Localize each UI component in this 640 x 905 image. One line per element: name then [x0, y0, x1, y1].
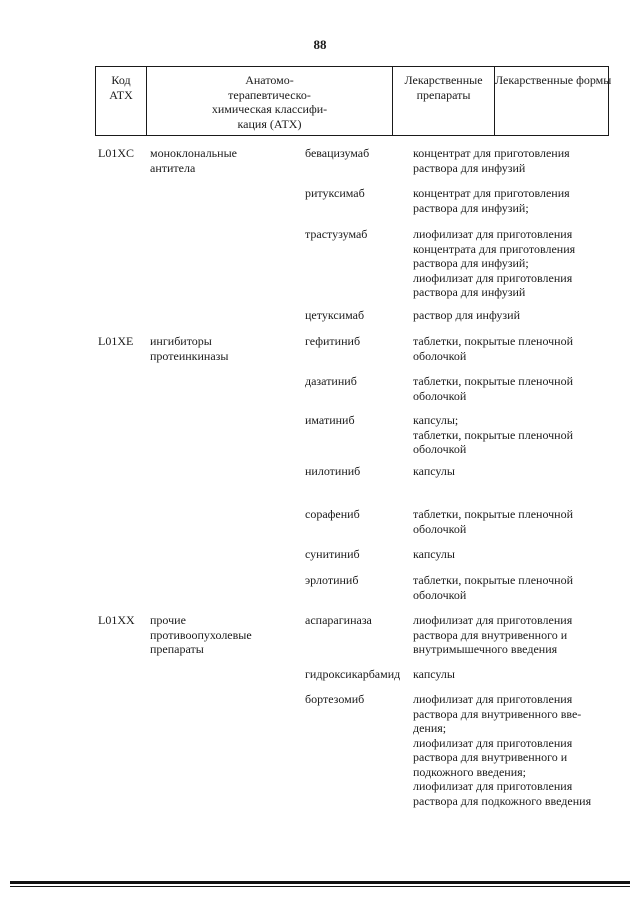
dosage-form-line: оболочкой: [413, 587, 467, 602]
drug-name: эрлотиниб: [305, 573, 359, 587]
dosage-form-line: капсулы: [413, 667, 455, 681]
dosage-form: [413, 507, 613, 536]
dosage-form: [413, 573, 613, 602]
dosage-form-line: раствора для инфузий: [413, 285, 526, 299]
header-text-line: химическая классифи-: [211, 102, 328, 116]
header-text-line: терапевтическо-: [228, 87, 311, 102]
dosage-form: [413, 227, 613, 300]
dosage-form-line: раствор для инфузий: [413, 308, 520, 322]
dosage-form: [413, 413, 613, 457]
atc-classification: [150, 146, 298, 175]
atc-classification-line: протеинкиназы: [150, 348, 229, 363]
dosage-form: [413, 692, 613, 808]
dosage-form-line: таблетки, покрытые пленочной: [413, 573, 574, 587]
dosage-form-line: таблетки, покрытые пленочной: [413, 507, 574, 521]
atc-classification-line: прочие: [150, 613, 186, 627]
atc-classification-line: ингибиторы: [150, 334, 212, 348]
dosage-form-line: внутримышечного введения: [413, 642, 558, 656]
drug-name: бевацизумаб: [305, 146, 370, 160]
table-header: [95, 66, 612, 136]
dosage-form-line: капсулы: [413, 547, 455, 561]
dosage-form-line: лиофилизат для приготовления: [413, 270, 573, 285]
dosage-form-line: концентрат для приготовления: [413, 186, 570, 200]
dosage-form-line: раствора для инфузий;: [413, 200, 529, 215]
drug-name: сорафениб: [305, 507, 360, 521]
drug-name: бортезомиб: [305, 692, 365, 706]
drug-name: дазатиниб: [305, 374, 357, 388]
dosage-form-line: лиофилизат для приготовления: [413, 735, 573, 750]
drug-name: гефитиниб: [305, 334, 361, 348]
dosage-form-line: раствора для внутривенного вве-: [413, 706, 582, 721]
dosage-form-line: лиофилизат для приготовления: [413, 613, 573, 627]
dosage-form: [413, 464, 613, 479]
dosage-form-line: таблетки, покрытые пленочной: [413, 334, 574, 348]
header-text-line: Код: [111, 73, 131, 87]
atc-classification-line: антитела: [150, 160, 196, 175]
dosage-form-line: дения;: [413, 721, 447, 735]
header-text-line: препараты: [416, 87, 471, 102]
drug-name: иматиниб: [305, 413, 355, 427]
header-text-line: АТХ: [109, 87, 133, 102]
atc-code: L01XX: [98, 613, 135, 627]
dosage-form-line: лиофилизат для приготовления: [413, 779, 573, 793]
header-atc-cell: [146, 67, 392, 135]
dosage-form-line: раствора для внутривенного и: [413, 750, 568, 764]
dosage-form-line: раствора для подкожного введения: [413, 793, 592, 808]
dosage-form: [413, 186, 613, 215]
header-forms-cell: [494, 67, 612, 135]
dosage-form-line: капсулы;: [413, 413, 459, 427]
atc-classification-line: моноклональные: [150, 146, 237, 160]
header-code-cell: [96, 67, 146, 135]
bottom-rule: [10, 886, 630, 887]
dosage-form-line: подкожного введения;: [413, 764, 526, 779]
drug-name: аспарагиназа: [305, 613, 372, 627]
dosage-form: [413, 667, 613, 682]
dosage-form-line: таблетки, покрытые пленочной: [413, 427, 574, 442]
drug-name: ритуксимаб: [305, 186, 365, 200]
header-text-line: кация (АТХ): [237, 116, 302, 131]
dosage-form: [413, 374, 613, 403]
dosage-form: [413, 613, 613, 657]
dosage-form-line: оболочкой: [413, 521, 467, 536]
dosage-form-line: оболочкой: [413, 442, 467, 456]
dosage-form: [413, 334, 613, 363]
header-text-line: Лекарственные: [404, 73, 483, 87]
page-number: 88: [313, 37, 327, 52]
dosage-form-line: раствора для внутривенного и: [413, 627, 568, 642]
dosage-form-line: таблетки, покрытые пленочной: [413, 374, 574, 388]
bottom-rule: [10, 881, 630, 884]
dosage-form: [413, 308, 613, 323]
drug-name: нилотиниб: [305, 464, 361, 478]
atc-classification: [150, 613, 298, 657]
drug-name: сунитиниб: [305, 547, 360, 561]
atc-code: L01XC: [98, 146, 134, 160]
header-text-line: Лекарственные формы: [495, 73, 612, 87]
atc-classification-line: препараты: [150, 642, 204, 656]
dosage-form-line: оболочкой: [413, 388, 467, 403]
dosage-form-line: концентрата для приготовления: [413, 241, 576, 256]
dosage-form-line: раствора для инфузий: [413, 160, 526, 175]
dosage-form-line: концентрат для приготовления: [413, 146, 570, 160]
drug-name: цетуксимаб: [305, 308, 365, 322]
dosage-form-line: лиофилизат для приготовления: [413, 692, 573, 706]
dosage-form-line: капсулы: [413, 464, 455, 478]
dosage-form-line: лиофилизат для приготовления: [413, 227, 573, 241]
dosage-form-line: оболочкой: [413, 348, 467, 363]
drug-name: гидроксикарбамид: [305, 667, 401, 681]
atc-code: L01XE: [98, 334, 134, 348]
dosage-form: [413, 146, 613, 175]
dosage-form-line: раствора для инфузий;: [413, 256, 529, 270]
header-text-line: Анатомо-: [245, 73, 294, 87]
dosage-form: [413, 547, 613, 562]
atc-classification: [150, 334, 298, 363]
atc-classification-line: противоопухолевые: [150, 627, 252, 642]
drug-name: трастузумаб: [305, 227, 368, 241]
header-drugs-cell: [392, 67, 494, 135]
